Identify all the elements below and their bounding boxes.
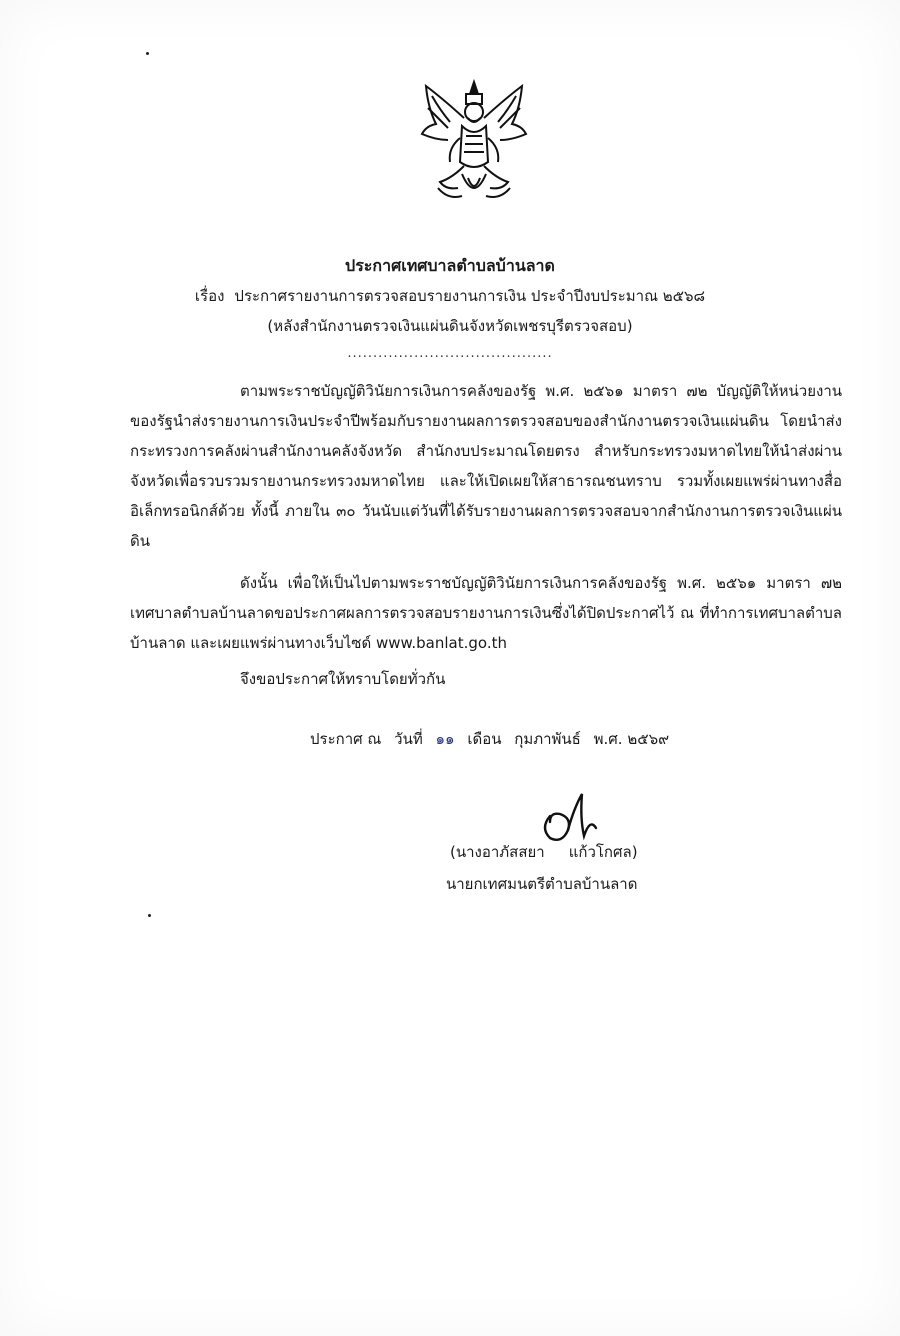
signer-position: นายกเทศมนตรีตำบลบ้านลาด: [446, 875, 638, 893]
date-month-label: เดือน: [467, 730, 502, 748]
date-month: กุมภาพันธ์: [514, 730, 581, 748]
body-paragraph-3: จึงขอประกาศให้ทราบโดยทั่วกัน: [240, 670, 446, 688]
date-day-label: วันที่: [394, 730, 423, 748]
announcement-title: ประกาศเทศบาลตำบลบ้านลาด: [345, 256, 555, 275]
dotted-divider: ........................................: [347, 346, 553, 361]
signer-name: [450, 840, 638, 864]
speck: [146, 52, 149, 55]
subject-line: [0, 284, 900, 308]
subject-text: ประกาศรายงานการตรวจสอบรายงานการเงิน ประจำปีงบประมาณ ๒๕๖๘: [234, 287, 706, 305]
date-line: [310, 724, 810, 754]
signer-name-suffix: แก้วโกศล): [568, 843, 638, 861]
speck: [148, 914, 151, 917]
date-year: พ.ศ. ๒๕๖๙: [593, 730, 670, 748]
subtitle: (หลังสำนักงานตรวจเงินแผ่นดินจังหวัดเพชรบุรีตรวจสอบ): [267, 317, 633, 335]
date-announce: ประกาศ ณ: [310, 730, 382, 748]
date-day: ๑๑: [435, 730, 455, 748]
body-paragraph-1: ตามพระราชบัญญัติวินัยการเงินการคลังของรัฐ พ.ศ. ๒๕๖๑ มาตรา ๗๒ บัญญัติให้หน่วยงานของรัฐนำส่งรายงานการเงินประจำปีพร้อมกับรายงานผลการตรวจสอบของสำนักงานตรวจเงินแผ่นดิน โดยนำส่งกระทรวงการคลังผ่านสำนักงานคลังจังหวัด สำนักงบประมาณโดยตรง สำหรับกระทรวงมหาดไทยให้นำส่งผ่านจังหวัดเพื่อรวบรวมรายงานกระทรวงมหาดไทย และให้เปิดเผยให้สาธารณชนทราบ รวมทั้งเผยแพร่ผ่านทางสื่ออิเล็กทรอนิกส์ด้วย ทั้งนี้ ภายใน ๓๐ วันนับแต่วันที่ได้รับรายงานผลการตรวจสอบจากสำนักงานการตรวจเงินแผ่นดิน: [130, 382, 842, 550]
garuda-emblem-icon: [418, 78, 530, 206]
body-paragraph-2: ดังนั้น เพื่อให้เป็นไปตามพระราชบัญญัติวินัยการเงินการคลังของรัฐ พ.ศ. ๒๕๖๑ มาตรา ๗๒ เทศบาลตำบลบ้านลาดขอประกาศผลการตรวจสอบรายงานการเงินซึ่งได้ปิดประกาศไว้ ณ ที่ทำการเทศบาลตำบลบ้านลาด และเผยแพร่ผ่านทางเว็บไซด์ www.banlat.go.th: [130, 574, 842, 652]
subject-label: เรื่อง: [194, 287, 225, 305]
signer-name-prefix: (นางอาภัสสยา: [450, 843, 545, 861]
signature-icon: [520, 788, 630, 848]
